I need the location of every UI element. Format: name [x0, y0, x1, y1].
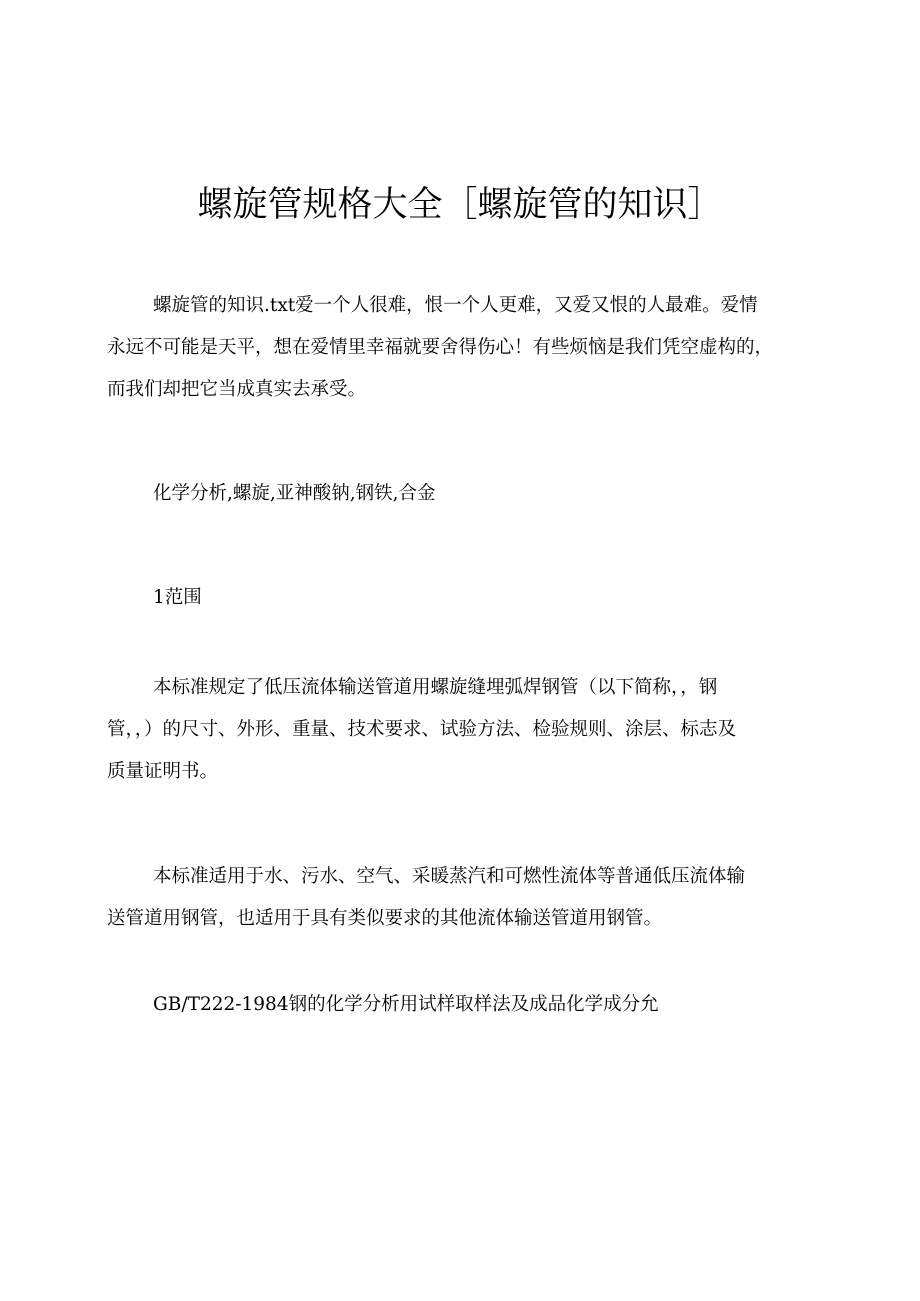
paragraph-line: 本标准适用于水、污水、空气、采暖蒸汽和可燃性流体等普通低压流体输	[153, 866, 746, 887]
paragraph-keywords	[107, 473, 813, 515]
paragraph-intro	[107, 285, 813, 411]
paragraph-line: 质量证明书。	[107, 761, 219, 782]
paragraph-line: GB/T222-1984钢的化学分析用试样取样法及成品化学成分允	[153, 994, 659, 1015]
paragraph-line: 化学分析,螺旋,亚神酸钠,钢铁,合金	[153, 483, 436, 504]
paragraph-line: 永远不可能是天平，想在爱情里幸福就要舍得伤心！有些烦恼是我们凭空虚构的，	[107, 337, 774, 358]
paragraph-scope-application	[107, 856, 813, 940]
paragraph-line: 螺旋管的知识.txt爱一个人很难，恨一个人更难，又爱又恨的人最难。爱情	[153, 295, 758, 316]
document-title: 螺旋管规格大全［螺旋管的知识］	[197, 185, 723, 225]
paragraph-scope-definition	[107, 667, 813, 793]
paragraph-line: 管，，）的尺寸、外形、重量、技术要求、试验方法、检验规则、涂层、标志及	[107, 719, 737, 740]
paragraph-line: 送管道用钢管，也适用于具有类似要求的其他流体输送管道用钢管。	[107, 908, 663, 929]
paragraph-standard-reference	[107, 984, 813, 1026]
section-heading-scope	[107, 577, 813, 619]
paragraph-line: 本标准规定了低压流体输送管道用螺旋缝埋弧焊钢管（以下简称，，钢	[153, 677, 718, 698]
paragraph-line: 1范围	[153, 587, 202, 608]
paragraph-line: 而我们却把它当成真实去承受。	[107, 379, 367, 400]
